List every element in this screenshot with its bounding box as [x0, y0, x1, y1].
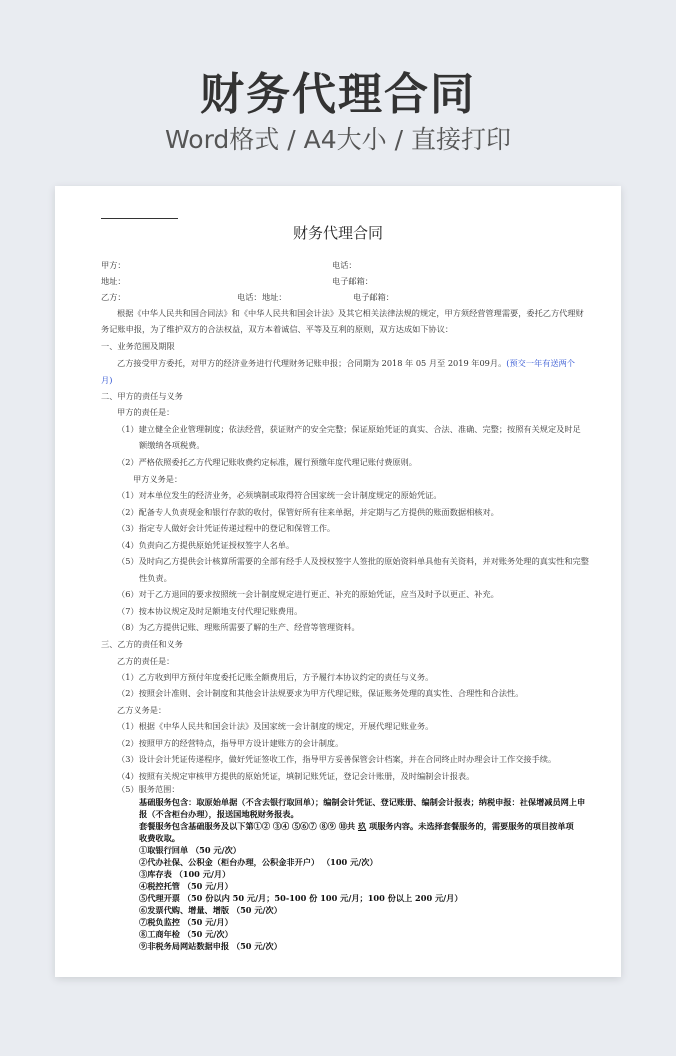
subheading: 甲方义务是： [133, 474, 183, 484]
list-item: （2）严格依照委托乙方代理记账收费约定标准，履行预缴年度代理记账付费原则。 [117, 457, 417, 467]
list-item: （1）乙方收到甲方预付年度委托记账全额费用后，方予履行本协议约定的责任与义务。 [117, 672, 434, 682]
list-item: （4）按照有关规定审核甲方提供的原始凭证，填制记账凭证，登记会计账册，及时编制会计报表。 [117, 771, 475, 781]
list-item: 性负责。 [139, 573, 172, 583]
service-item: ④税控托管 （50 元/月） [139, 881, 233, 891]
service-text: 基础服务包含：取原始单据（不含去银行取回单）；编制会计凭证、登记账册、编制会计报表；纳税申报：社保增减员网上申 [139, 797, 586, 807]
list-item: （4）负责向乙方提供原始凭证授权签字人名单。 [117, 540, 295, 550]
list-item: （5）及时向乙方提供会计核算所需要的全部有经手人及授权签字人签批的原始资料单具他有关资料，并对账务处理的真实性和完整 [117, 556, 589, 566]
service-item: ⑧工商年检 （50 元/次） [139, 929, 233, 939]
list-item: （1）建立健全企业管理制度；依法经营，获证财产的安全完整；保证原始凭证的真实、合法、准确、完整；按照有关规定及时足 [117, 424, 581, 434]
section-heading: 三、乙方的责任和义务 [101, 639, 183, 649]
page-title: 财务代理合同 [200, 69, 476, 120]
section-heading: 一、业务范围及期限 [101, 341, 175, 351]
service-text [139, 821, 574, 831]
paragraph-text: 乙方接受甲方委托，对甲方的经济业务进行代理财务记账申报；合同期为 2018 年 05 月至 2019 年09月。 [117, 358, 507, 368]
document-title: 财务代理合同 [292, 224, 383, 242]
service-text-part: 套餐服务包含基础服务及以下第①② ③④ ⑤⑥⑦ ⑧⑨ ⑩共 [139, 821, 356, 831]
list-item: （2）按照会计准则、会计制度和其他会计法规要求为甲方代理记账，保证账务处理的真实性、合理性和合法性。 [117, 688, 524, 698]
service-item: ②代办社保、公积金（柜台办理，公积金非开户） （100 元/次） [139, 857, 378, 867]
list-item: （2）按照甲方的经营特点，指导甲方设计建账方的会计制度。 [117, 738, 344, 748]
service-item: ③库存表 （100 元/月） [139, 869, 231, 879]
section-heading: 二、甲方的责任与义务 [101, 391, 183, 401]
header-rule [101, 218, 178, 219]
email-label: 电子邮箱： [332, 276, 373, 286]
party-a-label: 甲方： [101, 260, 126, 270]
list-item: （7）按本协议规定及时足额地支付代理记账费用。 [117, 606, 303, 616]
list-item: （1）对本单位发生的经济业务，必须填制或取得符合国家统一会计制度规定的原始凭证。 [117, 490, 442, 500]
paragraph [117, 358, 575, 368]
list-item: （6）对于乙方退回的要求按照统一会计制度规定进行更正、补充的原始凭证，应当及时予以更正、补充。 [117, 589, 499, 599]
phone-a-label: 电话： [332, 260, 357, 270]
list-item: 额缴纳各项税费。 [139, 440, 205, 450]
service-item: ⑨非税务局网站数据申报 （50 元/次） [139, 941, 282, 951]
list-item: （8）为乙方提供记账、理账所需要了解的生产、经营等管理资料。 [117, 622, 360, 632]
list-item: （3）指定专人做好会计凭证传递过程中的登记和保管工作。 [117, 523, 336, 533]
list-item: （5）服务范围： [117, 784, 180, 794]
list-item: （1）根据《中华人民共和国会计法》及国家统一会计制度的规定，开展代理记账业务。 [117, 721, 434, 731]
subheading: 乙方的责任是： [117, 656, 175, 666]
intro-line: 根据《中华人民共和国合同法》和《中华人民共和国会计法》及其它相关法律法规的规定，甲方须经营管理需要，委托乙方代理财 [117, 308, 584, 318]
service-text: 报（不含柜台办理），报送国地税财务报表。 [139, 809, 299, 819]
address-b-label: 地址： [262, 292, 287, 302]
intro-line: 务记账申报，为了维护双方的合法权益，双方本着诚信、平等及互利的原则，双方达成如下协议： [101, 324, 454, 334]
list-item: （3）设计会计凭证传递程序，做好凭证签收工作，指导甲方妥善保管会计档案，并在合同终止时办理会计工作交接手续。 [117, 754, 557, 764]
service-text-part: 项服务内容。未选择套餐服务的，需要服务的项目按单项 [369, 821, 574, 831]
page-subtitle: Word格式 / A4大小 / 直接打印 [165, 125, 511, 154]
phone-b-label: 电话： [237, 292, 262, 302]
document-page [55, 186, 621, 977]
service-item: ①取银行回单 （50 元/次） [139, 845, 241, 855]
service-text: 收费收取。 [139, 833, 180, 843]
service-item: ⑦税负监控 （50 元/月） [139, 917, 233, 927]
note-text: (预交一年有送两个 [506, 358, 575, 368]
list-item: （2）配备专人负责现金和银行存款的收付，保管好所有往来单据，并定期与乙方提供的账面数据相核对。 [117, 507, 499, 517]
note-text: 月) [101, 375, 113, 385]
subheading: 甲方的责任是： [117, 407, 175, 417]
address-label: 地址： [101, 276, 126, 286]
service-item: ⑥发票代购、增量、增版 （50 元/次） [139, 905, 282, 915]
email-b-label: 电子邮箱： [353, 292, 394, 302]
party-b-label: 乙方： [101, 292, 126, 302]
service-count: 玖 [357, 821, 367, 831]
subheading: 乙方义务是： [117, 705, 167, 715]
service-item: ⑤代理开票 （50 份以内 50 元/月；50-100 份 100 元/月；100 份以上 200 元/月） [139, 893, 463, 903]
